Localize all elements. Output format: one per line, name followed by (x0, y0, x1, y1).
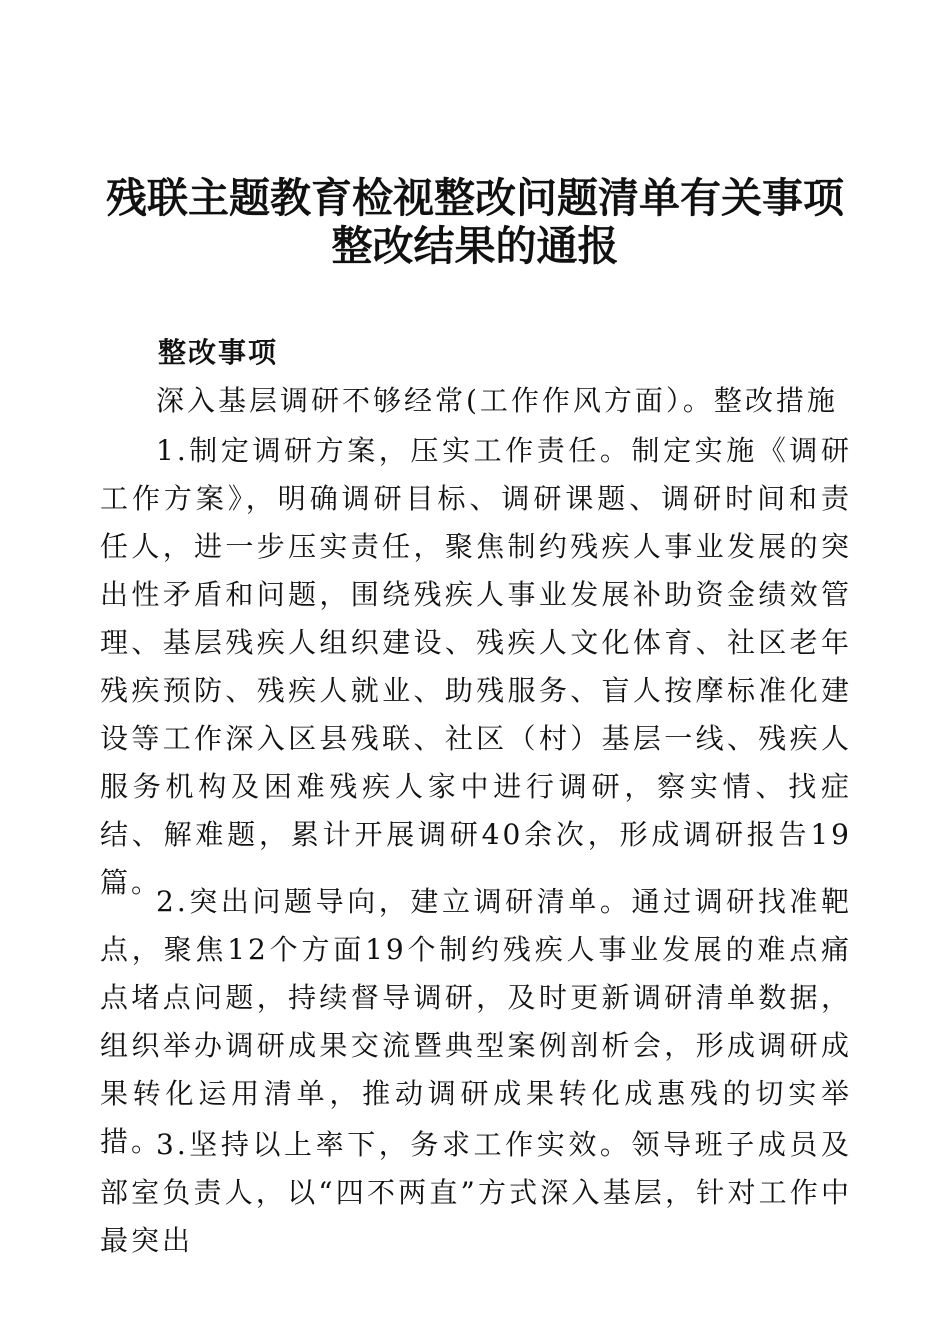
section-heading: 整改事项 (158, 336, 279, 369)
paragraph-measure-2: 2.突出问题导向，建立调研清单。通过调研找准靶点，聚焦12个方面19个制约残疾人事业发展的难点痛点堵点问题，持续督导调研，及时更新调研清单数据，组织举办调研成果交流暨典型案例剖析会，形成调研成果转化运用清单，推动调研成果转化成惠残的切实举措。 (100, 885, 852, 1158)
paragraph-measure-1: 1.制定调研方案，压实工作责任。制定实施《调研工作方案》，明确调研目标、调研课题、调研时间和责任人，进一步压实责任，聚焦制约残疾人事业发展的突出性矛盾和问题，围绕残疾人事业发展补助资金绩效管理、基层残疾人组织建设、残疾人文化体育、社区老年残疾预防、残疾人就业、助残服务、盲人按摩标准化建设等工作深入区县残联、社区（村）基层一线、残疾人服务机构及困难残疾人家中进行调研，察实情、找症结、解难题，累计开展调研40余次，形成调研报告19篇。 (100, 434, 852, 899)
paragraph-intro: 深入基层调研不够经常(工作作风方面）。整改措施 (156, 384, 838, 417)
document-title-line-1: 残联主题教育检视整改问题清单有关事项 (106, 174, 844, 222)
document-title-line-2: 整改结果的通报 (331, 222, 619, 270)
paragraph-measure-3: 3.坚持以上率下，务求工作实效。领导班子成员及部室负责人，以“四不两直”方式深入基层，针对工作中最突出 (100, 1128, 852, 1257)
